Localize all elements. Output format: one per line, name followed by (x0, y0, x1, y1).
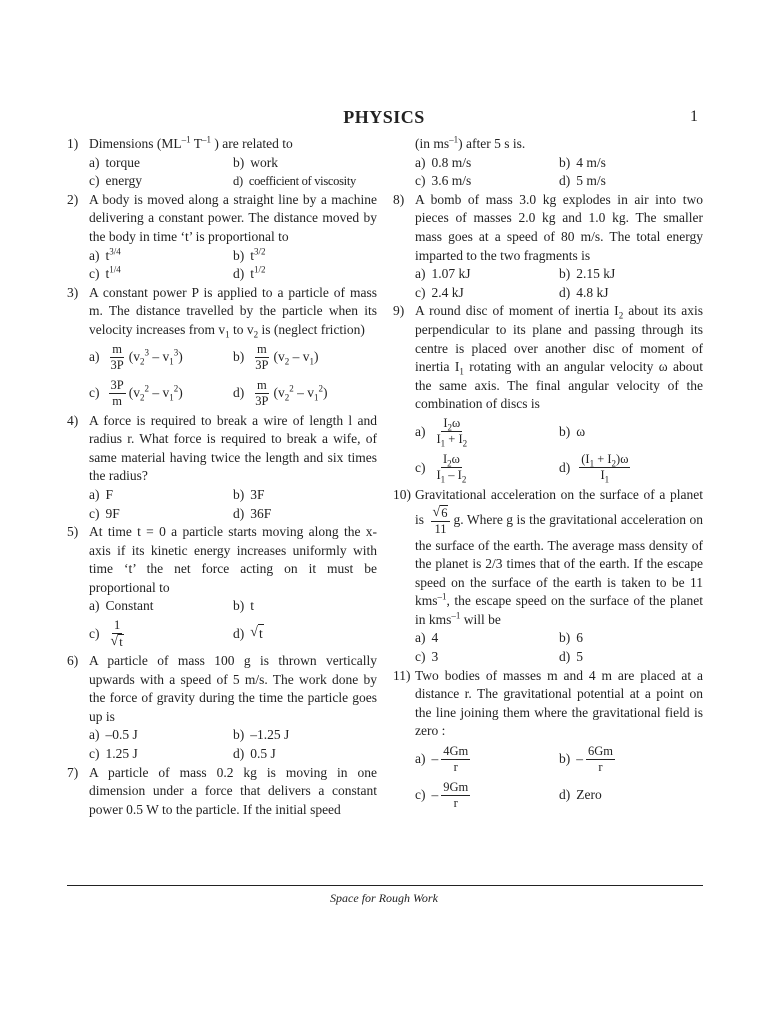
options (393, 629, 703, 666)
question-number: 1) (67, 136, 79, 151)
option-d: d) √ t (233, 616, 377, 652)
footer-note: Space for Rough Work (330, 891, 438, 905)
options (393, 741, 703, 813)
option-a: a) 0.8 m/s (415, 154, 472, 170)
option-d: d) $\frac{(I_1 + I_2)\omega}{I_1}$ (559, 452, 629, 485)
option-b: b) 4 m/s (559, 154, 606, 170)
options (67, 340, 377, 412)
option-b: b) $\frac{m}{3P}$ $(v_2 - v_1)$ (233, 342, 319, 373)
option-c: c) $t^{1/4}$ (89, 264, 121, 282)
options (393, 154, 703, 191)
option-a: a) 4 (415, 630, 439, 646)
right-column (393, 135, 703, 813)
question-number: 5) (67, 524, 79, 540)
question-number: 3) (67, 284, 79, 300)
question-5 (67, 523, 377, 597)
question-7 (67, 764, 377, 820)
question-number: 8) (393, 191, 405, 207)
option-c: c) – $\frac{9Gm}{r}$ (415, 779, 469, 810)
option-d: d) 5 m/s (559, 173, 606, 189)
question-number: 7) (67, 764, 79, 780)
options (67, 486, 377, 523)
left-column (67, 135, 377, 819)
option-d: d) $\frac{m}{3P}$ $(v_2^2 - v_1^2)$ (233, 378, 328, 409)
option-d: d) $t^{1/2}$ (233, 264, 266, 282)
option-c: c) 3.6 m/s (415, 173, 472, 189)
question-text: Dimensions ($ML^{-1}$ $T^{-1}$ ) are related to (89, 134, 293, 151)
option-a: a) –0.5 J (89, 727, 138, 743)
option-b: b) 2.15 kJ (559, 266, 616, 282)
option-b: b) ω (559, 423, 586, 439)
question-text: A constant power P is applied to a particle of mass m. The distance travelled by the particle when its velocity increases from $v_1$ to $v_2$ is (neglect friction) (89, 284, 377, 340)
options (67, 597, 377, 652)
question-8 (393, 191, 703, 265)
option-a: a) $\frac{m}{3P}$ $(v_2^3 - v_1^3)$ (89, 342, 183, 373)
question-number: 2) (67, 191, 79, 207)
option-a: a) F (89, 486, 114, 502)
option-b: b) work (233, 154, 278, 170)
bottom-divider (67, 885, 703, 886)
option-d: d) 0.5 J (233, 746, 276, 762)
option-d: d) 5 (559, 649, 583, 665)
option-c: c) energy (89, 173, 142, 189)
question-text: (in $ms^{-1}$) after 5 s is. (415, 134, 526, 151)
option-c: c) 1 √ t (89, 618, 123, 650)
options (67, 726, 377, 763)
question-9 (393, 302, 703, 414)
question-text: A body is moved along a straight line by a machine delivering a constant power. The distance moved by the body in time ‘t’ is proportional to (89, 191, 377, 244)
option-c: c) 9F (89, 505, 120, 521)
options (67, 247, 377, 284)
options (393, 414, 703, 486)
option-b: b) –1.25 J (233, 727, 290, 743)
options (393, 265, 703, 302)
option-c: c) 3 (415, 649, 439, 665)
question-text: At time t = 0 a particle starts moving along the x-axis if its kinetic energy increases uniformly with time ‘t’ the net force acting on it must be proportional to (89, 524, 377, 595)
option-d: d) 36F (233, 505, 272, 521)
option-a: a) $t^{3/4}$ (89, 246, 121, 263)
options (67, 154, 377, 191)
option-a: a) torque (89, 154, 140, 170)
question-text: A particle of mass 100 g is thrown vertically upwards with a speed of 5 m/s. The work done by the force of gravity during the time the particle goes up is (89, 653, 377, 724)
option-c: c) 2.4 kJ (415, 284, 464, 300)
option-d: d) 4.8 kJ (559, 284, 609, 300)
option-a: a) 1.07 kJ (415, 266, 471, 282)
option-b: b) 3F (233, 486, 265, 502)
question-10 (393, 486, 703, 630)
question-number: 10) (393, 486, 411, 502)
question-number: 11) (393, 667, 411, 683)
option-c: c) $\frac{3P}{m}$ $(v_2^2 - v_1^2)$ (89, 378, 183, 409)
question-2 (67, 191, 377, 247)
option-c: c) $\frac{I_2\omega}{I_1 - I_2}$ (415, 452, 467, 485)
page-title: PHYSICS (343, 107, 425, 127)
option-b: b) 6 (559, 630, 583, 646)
question-11 (393, 667, 703, 741)
option-c: c) 1.25 J (89, 746, 138, 762)
question-7-continued (393, 135, 703, 154)
page-number: 1 (690, 108, 698, 125)
question-number: 6) (67, 653, 79, 669)
question-text: A round disc of moment of inertia $I_2$ about its axis perpendicular to its plane and passing through its centre is placed over another disc of moment of inertia $I_1$ rotating with an angular velocity ω about the same axis. The final angular velocity of the combination of discs is (415, 303, 704, 412)
option-d: d) Zero (559, 786, 602, 802)
question-text: A bomb of mass 3.0 kg explodes in air into two pieces of masses 2.0 kg and 1.0 kg. The smaller mass goes at a speed of 80 m/s. The total energy imparted to the two fragments is (415, 191, 703, 263)
option-d: d) coefficient of viscosity (233, 174, 356, 189)
question-text: A force is required to break a wire of length l and radius r. What force is required to break a wife, of same material having twice the length and six times the radius? (89, 412, 377, 484)
question-1 (67, 135, 377, 154)
question-4 (67, 412, 377, 486)
question-text: Gravitational acceleration on the surface of a planet is √ 6 11 g. Where g is the gravitational acceleration on the surface of the earth. The average mass density of the planet is 2/3 times that of the earth. If the escape speed on the surface of the earth is taken to be 11 kms$^{-1}$, the escape speed on the surface of the planet in kms$^{-1}$ will be (415, 486, 703, 627)
question-3 (67, 284, 377, 340)
option-b: b) t (233, 598, 255, 614)
question-text: Two bodies of masses m and 4 m are placed at a distance r. The gravitational potential at a point on the line joining them where the gravitational field is zero : (415, 667, 703, 739)
option-a: a) $\frac{I_2\omega}{I_1 + I_2}$ (415, 416, 468, 449)
option-a: a) – $\frac{4Gm}{r}$ (415, 743, 469, 774)
option-a: a) Constant (89, 598, 154, 614)
question-6 (67, 652, 377, 726)
option-b: b) – $\frac{6Gm}{r}$ (559, 743, 613, 774)
question-number: 9) (393, 303, 405, 319)
question-number: 4) (67, 412, 79, 428)
option-b: b) $t^{3/2}$ (233, 246, 266, 263)
question-text: A particle of mass 0.2 kg is moving in one dimension under a force that delivers a constant power 0.5 W to the particle. If the initial speed (89, 764, 377, 817)
